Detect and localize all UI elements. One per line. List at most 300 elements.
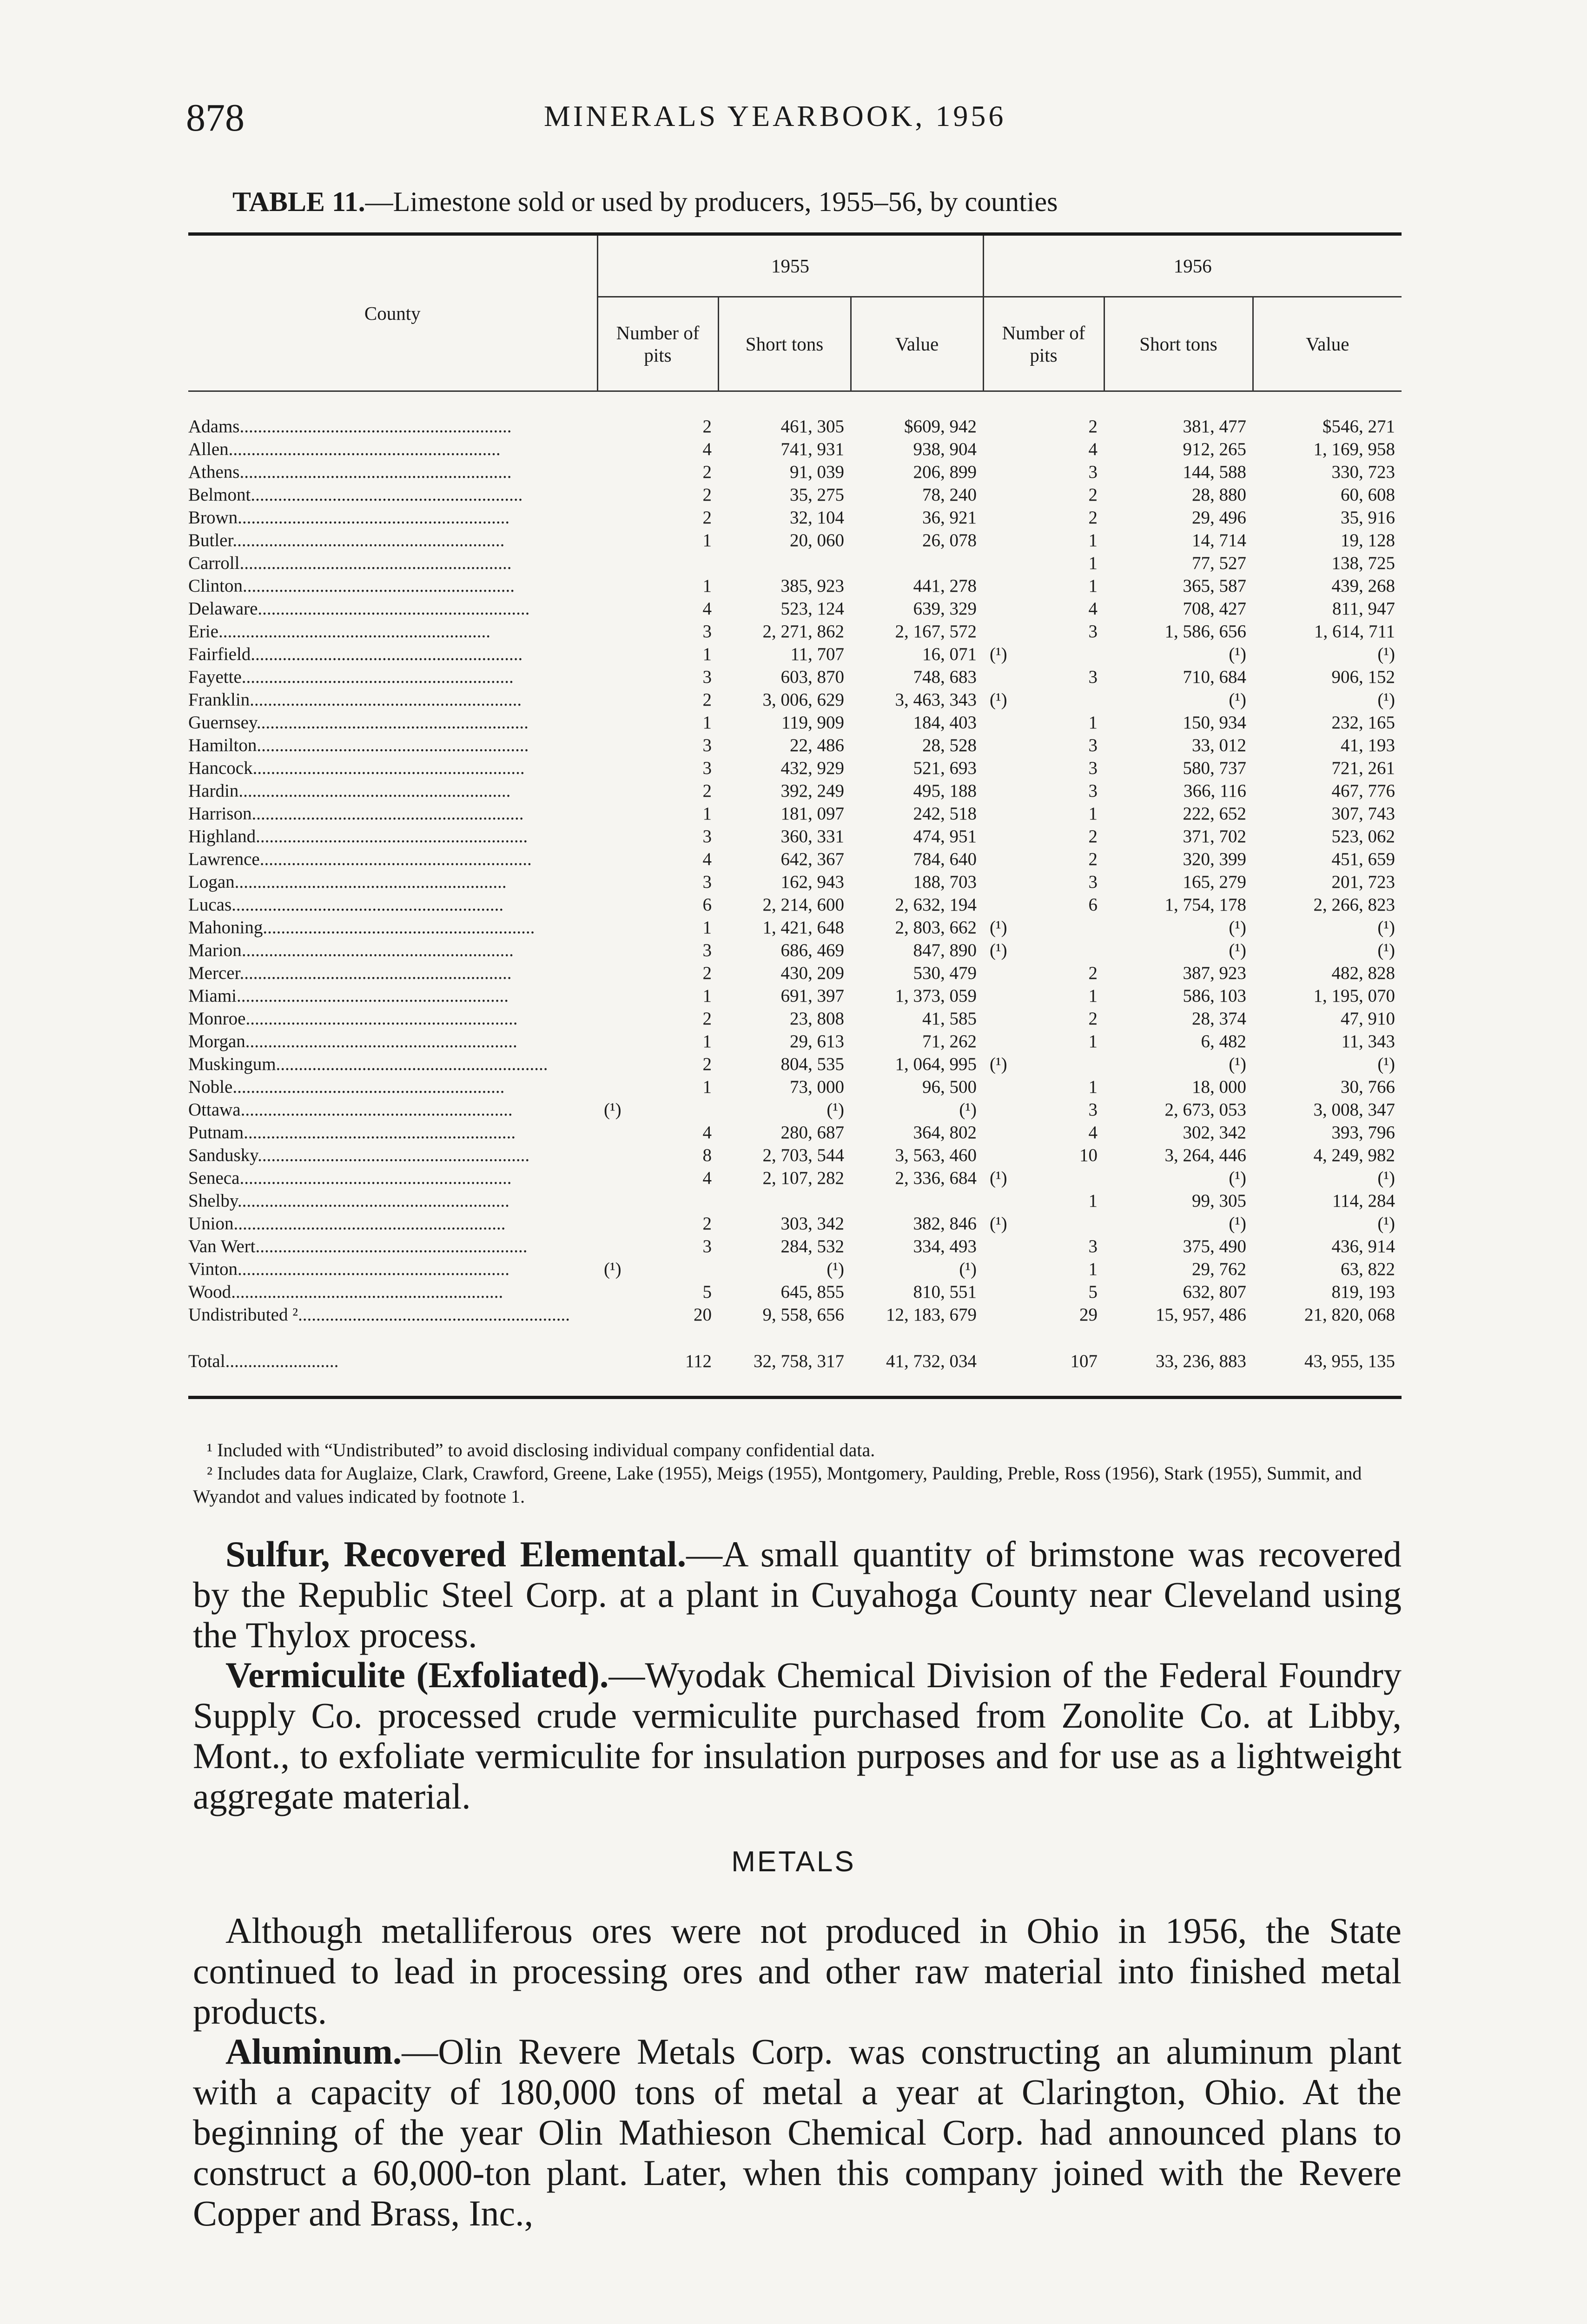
pits-1955: 2 [702, 1054, 712, 1074]
tons-1955: 2, 107, 282 [762, 1168, 844, 1188]
table-row [188, 848, 1402, 871]
tons-1956: 912, 265 [1183, 439, 1246, 459]
pits-1955: 3 [702, 940, 712, 960]
value-1956: 1, 614, 711 [1314, 621, 1395, 641]
value-1955: 2, 803, 662 [895, 918, 977, 938]
pits-1955: 4 [702, 1122, 712, 1142]
value-1955: 36, 921 [922, 508, 977, 528]
footnotes [193, 1439, 1402, 1508]
county-name: Erie............................................................ [188, 621, 490, 641]
county-name: Shelby............................................................ [188, 1191, 509, 1211]
table-row [188, 893, 1402, 916]
value-1956: 330, 723 [1331, 462, 1395, 482]
tons-1955: 29, 613 [790, 1031, 844, 1051]
column-header-year-1956: 1956 [983, 236, 1402, 297]
tons-1955: 303, 342 [780, 1214, 844, 1234]
county-name: Belmont............................................................ [188, 485, 523, 505]
county-name: Clinton............................................................ [188, 576, 515, 596]
table-caption-label: TABLE 11. [232, 186, 365, 217]
pits-1955 [597, 552, 718, 574]
table-row [188, 1235, 1402, 1258]
value-1956: (¹) [1377, 644, 1395, 664]
value-1955: 71, 262 [922, 1031, 977, 1051]
county-name: Union............................................................ [188, 1214, 506, 1234]
tons-1955: 181, 097 [780, 804, 844, 824]
tons-1955: 432, 929 [780, 758, 844, 778]
pits-1955: 4 [702, 849, 712, 869]
tons-1955 [718, 552, 851, 574]
total-tons-1956: 33, 236, 883 [1156, 1351, 1246, 1371]
value-1956: 523, 062 [1331, 826, 1395, 846]
county-name: Mercer............................................................ [188, 963, 512, 983]
value-1955: 382, 846 [913, 1214, 977, 1234]
table-row [188, 711, 1402, 734]
county-name: Lucas............................................................ [188, 895, 504, 915]
tons-1956: (¹) [1229, 1054, 1246, 1074]
county-name: Lawrence............................................................ [188, 849, 532, 869]
value-1955: (¹) [959, 1100, 977, 1120]
county-name: Brown............................................................ [188, 508, 510, 528]
column-header-year-1955: 1955 [597, 236, 983, 297]
value-1956: 138, 725 [1331, 553, 1395, 573]
pits-1956: 1 [1088, 553, 1098, 573]
value-1955: 495, 188 [913, 781, 977, 801]
value-1956: (¹) [1377, 1054, 1395, 1074]
pits-1956: 2 [1088, 416, 1098, 436]
value-1956: 811, 947 [1332, 599, 1395, 619]
pits-1955: (¹) [604, 1100, 622, 1120]
total-value-1955: 41, 732, 034 [886, 1351, 977, 1371]
county-name: Ottawa............................................................ [188, 1100, 513, 1120]
tons-1956: 77, 527 [1192, 553, 1246, 573]
pits-1955: 3 [702, 872, 712, 892]
table-body [188, 415, 1402, 1326]
value-1956: (¹) [1377, 940, 1395, 960]
tons-1955: 35, 275 [790, 485, 844, 505]
table-row [188, 1030, 1402, 1053]
tons-1955: 32, 104 [790, 508, 844, 528]
tons-1955: (¹) [827, 1259, 844, 1279]
table-row [188, 734, 1402, 757]
pits-1956: 1 [1088, 530, 1098, 550]
pits-1955: 1 [702, 986, 712, 1006]
tons-1956: 302, 342 [1183, 1122, 1246, 1142]
pits-1956: 2 [1088, 826, 1098, 846]
table-row [188, 1281, 1402, 1303]
pits-1955: 2 [702, 1009, 712, 1029]
pits-1955: 2 [702, 781, 712, 801]
tons-1956: 710, 684 [1183, 667, 1246, 687]
value-1955: 364, 802 [913, 1122, 977, 1142]
pits-1956: 2 [1088, 508, 1098, 528]
table-row [188, 1303, 1402, 1326]
pits-1956: 1 [1088, 804, 1098, 824]
table-row [188, 871, 1402, 893]
pits-1956: 1 [1088, 1191, 1098, 1211]
value-1955: 28, 528 [922, 735, 977, 755]
pits-1956: 3 [1088, 462, 1098, 482]
pits-1956: 2 [1088, 963, 1098, 983]
table-row [188, 939, 1402, 962]
table-row [188, 984, 1402, 1007]
tons-1955: 2, 271, 862 [762, 621, 844, 641]
tons-1955: 392, 249 [780, 781, 844, 801]
value-1956: 11, 343 [1341, 1031, 1395, 1051]
pits-1956: 4 [1088, 1122, 1098, 1142]
pits-1956: (¹) [990, 940, 1007, 960]
tons-1956: 165, 279 [1183, 872, 1246, 892]
value-1955: 3, 563, 460 [895, 1145, 977, 1165]
table-caption-text: —Limestone sold or used by producers, 1955–56, by counties [365, 186, 1058, 217]
sulfur-heading: Sulfur, Recovered Elemental. [225, 1534, 687, 1574]
county-name: Butler............................................................ [188, 530, 505, 550]
county-name: Morgan............................................................ [188, 1031, 517, 1051]
tons-1956: 222, 652 [1183, 804, 1246, 824]
tons-1956: 381, 477 [1183, 416, 1246, 436]
pits-1955: 4 [702, 439, 712, 459]
county-name: Hancock............................................................ [188, 758, 525, 778]
value-1956: 114, 284 [1332, 1191, 1395, 1211]
table-row [188, 438, 1402, 461]
pits-1955: 2 [702, 1214, 712, 1234]
tons-1955: (¹) [827, 1100, 844, 1120]
column-header-tons-1955: Short tons [718, 297, 851, 391]
pits-1956: (¹) [990, 644, 1007, 664]
county-name: Harrison............................................................ [188, 804, 524, 824]
pits-1956: 3 [1088, 1100, 1098, 1120]
tons-1956: (¹) [1229, 1214, 1246, 1234]
value-1955 [851, 1189, 983, 1212]
sulfur-text: —A small quantity of brimstone was recovered by the Republic Steel Corp. at a plant in Cuyahoga County near Cleveland using the Thylox process. [193, 1534, 1402, 1655]
value-1956: 906, 152 [1331, 667, 1395, 687]
pits-1956: 2 [1088, 485, 1098, 505]
value-1956: (¹) [1377, 918, 1395, 938]
table-total-row [188, 1345, 1402, 1377]
value-1955 [851, 552, 983, 574]
pits-1955: 2 [702, 485, 712, 505]
pits-1955: 1 [702, 713, 712, 733]
value-1955: 2, 167, 572 [895, 621, 977, 641]
county-name: Carroll............................................................ [188, 553, 512, 573]
tons-1955: 11, 707 [790, 644, 844, 664]
tons-1956: 28, 880 [1192, 485, 1246, 505]
pits-1955: 1 [702, 576, 712, 596]
table-row [188, 1144, 1402, 1167]
county-name: Marion............................................................ [188, 940, 514, 960]
pits-1955: 1 [702, 804, 712, 824]
value-1956: 2, 266, 823 [1313, 895, 1395, 915]
metals-intro-paragraph [193, 1910, 1402, 2032]
value-1955: 242, 518 [913, 804, 977, 824]
tons-1955: 119, 909 [781, 713, 844, 733]
table-row [188, 529, 1402, 552]
value-1956: $546, 271 [1322, 416, 1395, 436]
table-row [188, 825, 1402, 848]
aluminum-heading: Aluminum. [225, 2031, 402, 2072]
value-1956: 19, 128 [1341, 530, 1395, 550]
value-1955: (¹) [959, 1259, 977, 1279]
sulfur-paragraph [193, 1534, 1402, 1655]
county-name: Undistributed ²............................................................ [188, 1305, 570, 1325]
pits-1956: 4 [1088, 599, 1098, 619]
pits-1956: 1 [1088, 1031, 1098, 1051]
county-name: Logan............................................................ [188, 872, 507, 892]
table-row [188, 620, 1402, 643]
pits-1955: 8 [702, 1145, 712, 1165]
tons-1956: 29, 762 [1192, 1259, 1246, 1279]
tons-1956: 375, 490 [1183, 1236, 1246, 1256]
limestone-table [188, 232, 1402, 1399]
pits-1955: 3 [702, 621, 712, 641]
tons-1955: 686, 469 [780, 940, 844, 960]
tons-1955: 9, 558, 656 [762, 1305, 844, 1325]
table-row [188, 1053, 1402, 1076]
county-name: Hardin............................................................ [188, 781, 511, 801]
table-row [188, 802, 1402, 825]
value-1955: 474, 951 [913, 826, 977, 846]
table-row [188, 757, 1402, 779]
tons-1956: 28, 374 [1192, 1009, 1246, 1029]
value-1955: 530, 479 [913, 963, 977, 983]
table-row [188, 461, 1402, 483]
value-1956: (¹) [1377, 1168, 1395, 1188]
tons-1955: 645, 855 [780, 1282, 844, 1302]
pits-1955: 20 [694, 1305, 712, 1325]
value-1955: 12, 183, 679 [886, 1305, 977, 1325]
tons-1956: 14, 714 [1192, 530, 1246, 550]
county-name: Mahoning............................................................ [188, 918, 535, 938]
value-1956: 482, 828 [1331, 963, 1395, 983]
tons-1956: 2, 673, 053 [1164, 1100, 1246, 1120]
value-1955: 639, 329 [913, 599, 977, 619]
aluminum-paragraph [193, 2031, 1402, 2233]
pits-1956: (¹) [990, 1214, 1007, 1234]
table-row [188, 1258, 1402, 1281]
pits-1956: 6 [1088, 895, 1098, 915]
table-row [188, 1076, 1402, 1098]
pits-1955: 4 [702, 599, 712, 619]
value-1955: 334, 493 [913, 1236, 977, 1256]
tons-1955: 3, 006, 629 [762, 690, 844, 710]
value-1956: 47, 910 [1341, 1009, 1395, 1029]
value-1955: 96, 500 [922, 1077, 977, 1097]
tons-1956: 6, 482 [1201, 1031, 1246, 1051]
value-1955: 810, 551 [913, 1282, 977, 1302]
tons-1955: 23, 808 [790, 1009, 844, 1029]
tons-1955: 603, 870 [780, 667, 844, 687]
pits-1955: 1 [702, 1031, 712, 1051]
pits-1955: 3 [702, 758, 712, 778]
tons-1955: 73, 000 [790, 1077, 844, 1097]
value-1956: (¹) [1377, 1214, 1395, 1234]
tons-1956: 387, 923 [1183, 963, 1246, 983]
pits-1955: 2 [702, 963, 712, 983]
county-name: Sandusky............................................................ [188, 1145, 530, 1165]
value-1956: 1, 169, 958 [1313, 439, 1395, 459]
value-1955: 938, 904 [913, 439, 977, 459]
county-name: Wood............................................................ [188, 1282, 503, 1302]
pits-1956: 4 [1088, 439, 1098, 459]
pits-1955: 5 [702, 1282, 712, 1302]
tons-1956: 586, 103 [1183, 986, 1246, 1006]
value-1956: (¹) [1377, 690, 1395, 710]
table-row [188, 574, 1402, 597]
pits-1956: 3 [1088, 758, 1098, 778]
pits-1956: 3 [1088, 735, 1098, 755]
tons-1955: 280, 687 [780, 1122, 844, 1142]
tons-1955: 461, 305 [780, 416, 844, 436]
county-name: Adams............................................................ [188, 416, 512, 436]
pits-1955: 1 [702, 918, 712, 938]
tons-1955: 804, 535 [780, 1054, 844, 1074]
pits-1956: 1 [1088, 713, 1098, 733]
tons-1955: 22, 486 [790, 735, 844, 755]
county-name: Noble............................................................ [188, 1077, 505, 1097]
table-row [188, 483, 1402, 506]
value-1955: 16, 071 [922, 644, 977, 664]
tons-1956: 365, 587 [1183, 576, 1246, 596]
value-1955: 1, 064, 995 [895, 1054, 977, 1074]
value-1956: 436, 914 [1331, 1236, 1395, 1256]
tons-1956: 1, 586, 656 [1164, 621, 1246, 641]
running-title: MINERALS YEARBOOK, 1956 [544, 99, 1006, 132]
tons-1955: 2, 214, 600 [762, 895, 844, 915]
vermiculite-paragraph [193, 1655, 1402, 1816]
table-row [188, 1121, 1402, 1144]
value-1956: 1, 195, 070 [1313, 986, 1395, 1006]
tons-1955: 523, 124 [780, 599, 844, 619]
tons-1956: 708, 427 [1183, 599, 1246, 619]
county-name: Fayette............................................................ [188, 667, 514, 687]
column-header-county: County [364, 302, 421, 324]
tons-1956: 580, 737 [1183, 758, 1246, 778]
pits-1956: 5 [1088, 1282, 1098, 1302]
pits-1955: 3 [702, 667, 712, 687]
total-label: Total......................... [188, 1351, 339, 1371]
pits-1956: 2 [1088, 1009, 1098, 1029]
total-value-1956: 43, 955, 135 [1304, 1351, 1395, 1371]
value-1956: 4, 249, 982 [1313, 1145, 1395, 1165]
tons-1955: 385, 923 [780, 576, 844, 596]
tons-1955: 2, 703, 544 [762, 1145, 844, 1165]
table-row [188, 415, 1402, 438]
table-row [188, 506, 1402, 529]
column-header-value-1955: Value [851, 297, 983, 391]
county-name: Van Wert............................................................ [188, 1236, 528, 1256]
pits-1956: 1 [1088, 576, 1098, 596]
vermiculite-text: —Wyodak Chemical Division of the Federal Foundry Supply Co. processed crude vermiculite purchased from Zonolite Co. at Libby, Mont., to exfoliate vermiculite for insulation purposes and for use as a lightweight aggregate material. [193, 1655, 1402, 1816]
pits-1956: 3 [1088, 1236, 1098, 1256]
value-1955: $609, 942 [904, 416, 977, 436]
total-tons-1955: 32, 758, 317 [754, 1351, 844, 1371]
tons-1955: 20, 060 [790, 530, 844, 550]
vermiculite-heading: Vermiculite (Exfoliated). [225, 1655, 609, 1695]
pits-1955: 1 [702, 530, 712, 550]
tons-1956: 99, 305 [1192, 1191, 1246, 1211]
table-row [188, 597, 1402, 620]
value-1955: 441, 278 [913, 576, 977, 596]
value-1956: 451, 659 [1331, 849, 1395, 869]
value-1956: 721, 261 [1331, 758, 1395, 778]
table-row [188, 1212, 1402, 1235]
tons-1955: 162, 943 [780, 872, 844, 892]
tons-1956: (¹) [1229, 644, 1246, 664]
total-pits-1955: 112 [685, 1351, 712, 1371]
page-number: 878 [186, 96, 245, 139]
tons-1956: 150, 934 [1183, 713, 1246, 733]
table-row [188, 1167, 1402, 1189]
pits-1955: 1 [702, 1077, 712, 1097]
pits-1955: 2 [702, 690, 712, 710]
pits-1955: 2 [702, 462, 712, 482]
pits-1956: (¹) [990, 690, 1007, 710]
pits-1956: (¹) [990, 1054, 1007, 1074]
table-row [188, 666, 1402, 688]
column-header-pits-1956: Number of pits [983, 297, 1104, 391]
value-1956: 41, 193 [1341, 735, 1395, 755]
tons-1956: 320, 399 [1183, 849, 1246, 869]
value-1955: 847, 890 [913, 940, 977, 960]
pits-1955: 3 [702, 735, 712, 755]
county-name: Hamilton............................................................ [188, 735, 529, 755]
table-caption [232, 186, 1058, 218]
value-1955: 188, 703 [913, 872, 977, 892]
county-name: Delaware............................................................ [188, 599, 530, 619]
footnote-2: ² Includes data for Auglaize, Clark, Crawford, Greene, Lake (1955), Meigs (1955), Montgomery, Paulding, Preble, Ross (1956), Stark (1955), Summit, and Wyandot and values indicated by footnote 1. [193, 1463, 1362, 1507]
value-1956: 307, 743 [1331, 804, 1395, 824]
value-1956: 819, 193 [1331, 1282, 1395, 1302]
pits-1955: 1 [702, 644, 712, 664]
tons-1955: 1, 421, 648 [762, 918, 844, 938]
pits-1956: (¹) [990, 1168, 1007, 1188]
table-row [188, 916, 1402, 939]
pits-1956: 10 [1079, 1145, 1098, 1165]
pits-1956: 3 [1088, 621, 1098, 641]
value-1955: 784, 640 [913, 849, 977, 869]
value-1955: 2, 632, 194 [895, 895, 977, 915]
county-name: Allen............................................................ [188, 439, 501, 459]
county-name: Muskingum............................................................ [188, 1054, 548, 1074]
tons-1956: 3, 264, 446 [1164, 1145, 1246, 1165]
value-1956: 232, 165 [1331, 713, 1395, 733]
pits-1956: 1 [1088, 986, 1098, 1006]
county-name: Vinton............................................................ [188, 1259, 509, 1279]
value-1956: 467, 776 [1331, 781, 1395, 801]
value-1956: 3, 008, 347 [1313, 1100, 1395, 1120]
total-pits-1956: 107 [1070, 1351, 1098, 1371]
table-row [188, 688, 1402, 711]
value-1956: 60, 608 [1341, 485, 1395, 505]
county-name: Highland............................................................ [188, 826, 528, 846]
value-1955: 1, 373, 059 [895, 986, 977, 1006]
metals-intro-text: Although metalliferous ores were not produced in Ohio in 1956, the State continued to lead in processing ores and other raw material into finished metal products. [193, 1910, 1402, 2032]
pits-1956: 29 [1079, 1305, 1098, 1325]
county-name: Athens............................................................ [188, 462, 512, 482]
pits-1956: 3 [1088, 667, 1098, 687]
value-1955: 184, 403 [913, 713, 977, 733]
tons-1956: 371, 702 [1183, 826, 1246, 846]
pits-1955: 2 [702, 416, 712, 436]
county-name: Monroe............................................................ [188, 1009, 518, 1029]
metals-heading: METALS [731, 1846, 856, 1878]
value-1956: 201, 723 [1331, 872, 1395, 892]
county-name: Fairfield............................................................ [188, 644, 523, 664]
value-1956: 30, 766 [1341, 1077, 1395, 1097]
pits-1955: 3 [702, 1236, 712, 1256]
tons-1956: 632, 807 [1183, 1282, 1246, 1302]
tons-1955: 284, 532 [780, 1236, 844, 1256]
county-name: Miami............................................................ [188, 986, 509, 1006]
